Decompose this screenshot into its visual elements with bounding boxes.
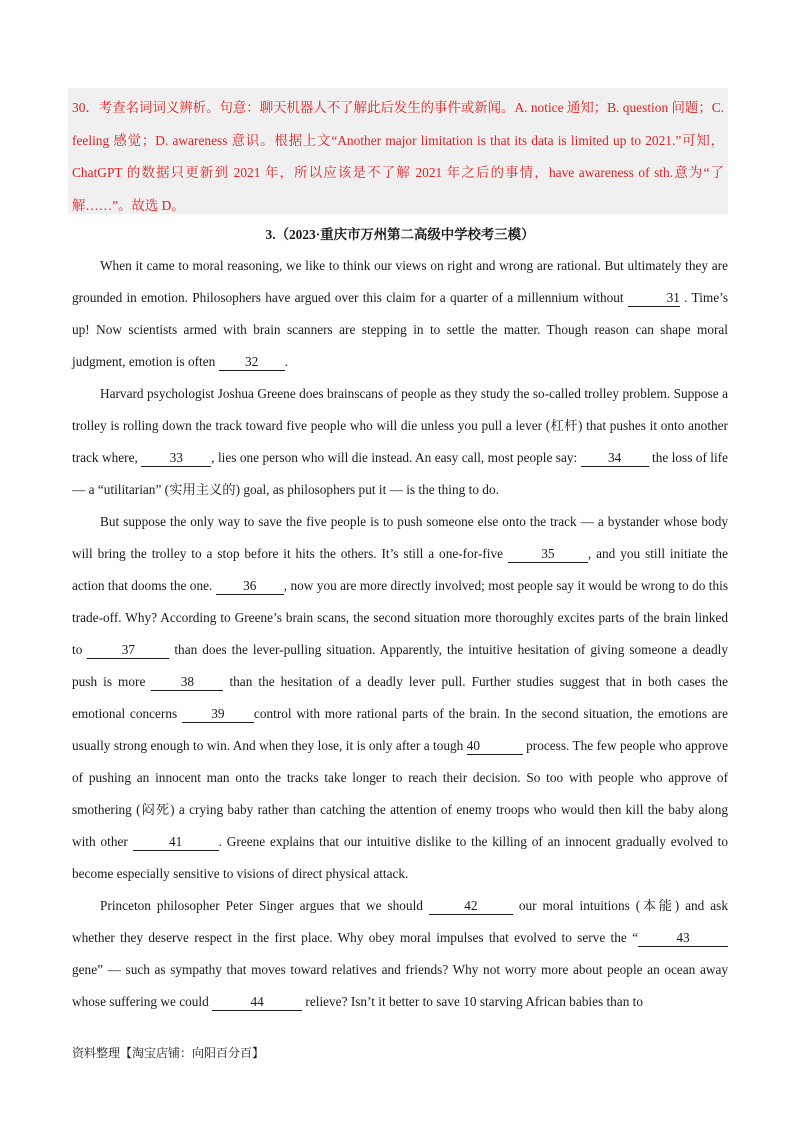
text-run: , lies one person who will die instead. An easy call, most people say: — [211, 450, 581, 465]
blank-32: 32 — [219, 354, 285, 371]
text-run: gene” — such as sympathy that moves toward relatives and friends? Why not worry more about people an ocean away whose suffering we could — [72, 962, 728, 1009]
answer-explanation-box — [68, 88, 728, 214]
blank-37: 37 — [87, 642, 169, 659]
text-run: our moral intuitions (本能) and ask whether they deserve respect in the first place. Why obey moral impulses that evolved to serve the “ — [72, 898, 728, 945]
text-run: When it came to moral reasoning, we like to think our views on right and wrong are rational. But ultimately they are grounded in emotion. Philosophers have argued over this claim for a quarter of a millennium without — [72, 258, 728, 305]
text-run: . Time’s up! Now scientists armed with brain scanners are stepping in to settle the matter. Though reason can shape moral judgment, emotion is often — [72, 290, 728, 369]
blank-39: 39 — [182, 706, 254, 723]
paragraph-4 — [72, 890, 728, 1018]
text-run: , and you still initiate the action that dooms the one. — [72, 546, 728, 593]
answer-explanation-text: 30．考查名词词义辨析。句意：聊天机器人不了解此后发生的事件或新闻。A. notice 通知；B. question 问题；C. feeling 感觉；D. awareness 意识。根据上文“Another major limitation is that its data is limited up to 2021.”可知，ChatGPT 的数据只更新到 2021 年，所以应该是不了解 2021 年之后的事情，have awareness of sth.意为“了解……”。故选 D。 — [72, 100, 724, 213]
text-run: than does the lever-pulling situation. Apparently, the intuitive hesitation of giving someone a deadly push is more — [72, 642, 728, 689]
blank-41: 41 — [133, 834, 219, 851]
text-run: Princeton philosopher Peter Singer argues that we should — [100, 898, 429, 913]
footer-note: 资料整理【淘宝店铺：向阳百分百】 — [72, 1046, 265, 1060]
text-run: Harvard psychologist Joshua Greene does brainscans of people as they study the so-called trolley problem. Suppose a trolley is rolling down the track toward five people who will die unless you pull a lever (杠杆) that pushes it onto another track where, — [72, 386, 728, 465]
blank-38: 38 — [151, 674, 223, 691]
blank-35: 35 — [508, 546, 588, 563]
text-run: the loss of life — a “utilitarian” (实用主义的) goal, as philosophers put it — is the thing to do. — [72, 450, 729, 497]
text-run: . Greene explains that our intuitive dislike to the killing of an innocent gradually evolved to become especially sensitive to visions of direct physical attack. — [72, 834, 728, 881]
blank-33: 33 — [141, 450, 211, 467]
blank-44: 44 — [212, 994, 302, 1011]
blank-34: 34 — [581, 450, 649, 467]
paragraph-3 — [72, 506, 728, 890]
question-title: 3.（2023·重庆市万州第二高级中学校考三模） — [265, 227, 535, 242]
paragraph-2 — [72, 378, 728, 506]
text-run: . — [284, 354, 288, 369]
text-run: process. The few people who approve of pushing an innocent man onto the tracks take longer to reach their decision. So too with people who approve of smothering (闷死) a crying baby rather than catching the attention of enemy troops who would then kill the baby along with other — [72, 738, 728, 849]
blank-40: 40 — [467, 738, 523, 755]
text-run: than the hesitation of a deadly lever pull. Further studies suggest that in both cases the emotional concerns — [72, 674, 728, 721]
blank-36: 36 — [216, 578, 284, 595]
cloze-passage — [72, 250, 728, 1018]
text-run: But suppose the only way to save the five people is to push someone else onto the track — a bystander whose body will bring the trolley to a stop before it hits the others. It’s still a one-for-five — [72, 514, 728, 561]
blank-31: 31 — [628, 290, 680, 307]
text-run: , now you are more directly involved; most people say it would be wrong to do this trade-off. Why? According to Greene’s brain scans, the second situation more thoroughly excites parts of the brain linked to — [72, 578, 728, 657]
text-run: relieve? Isn’t it better to save 10 starving African babies than to — [302, 994, 644, 1009]
paragraph-1 — [72, 250, 728, 378]
blank-42: 42 — [429, 898, 513, 915]
blank-43: 43 — [638, 930, 728, 947]
text-run: control with more rational parts of the brain. In the second situation, the emotions are usually strong enough to win. And when they lose, it is only after a tough — [72, 706, 728, 753]
